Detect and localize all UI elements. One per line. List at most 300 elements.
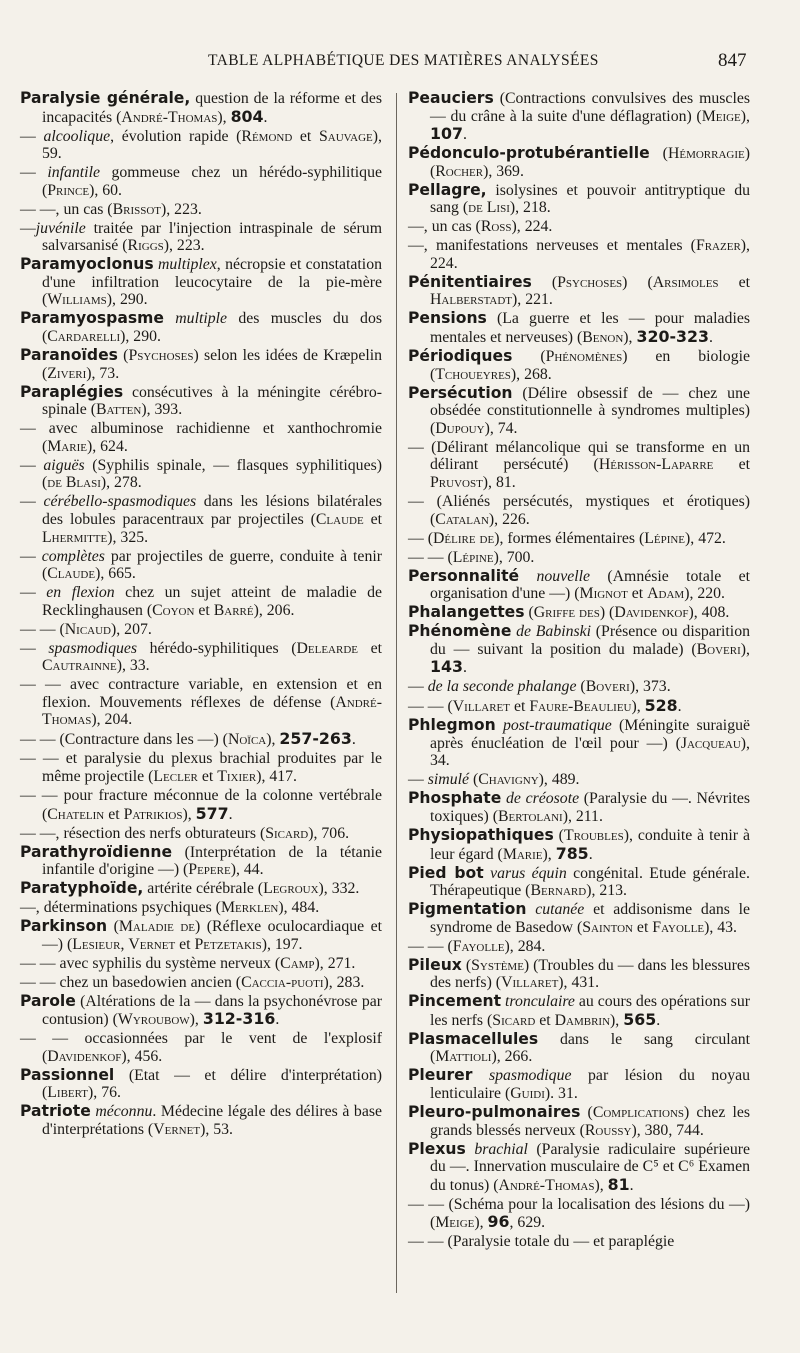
author-name: Ziveri: [47, 364, 87, 382]
entry-text: ), 456.: [121, 1047, 163, 1065]
entry-text: .: [228, 805, 233, 823]
index-entry: [20, 880, 382, 898]
author-name: Villaret: [501, 974, 559, 992]
author-name: Psychoses: [128, 347, 194, 365]
author-name: Batten: [95, 401, 142, 419]
author-name: Troubles: [563, 826, 624, 844]
entry-text: ), 284.: [504, 937, 546, 955]
entry-text: ), 431.: [558, 974, 600, 992]
index-entry: [20, 993, 382, 1029]
entry-heading: Peauciers: [408, 89, 494, 107]
entry-text: —: [408, 678, 428, 696]
author-name: Marie: [47, 437, 87, 455]
entry-qualifier: post-traumatique: [502, 717, 612, 735]
index-entry: [20, 584, 382, 619]
index-entry: [20, 201, 382, 219]
index-entry: [408, 623, 750, 677]
entry-text: ), 706.: [308, 824, 350, 842]
entry-text: ) (: [599, 604, 615, 622]
entry-text: (: [576, 678, 586, 696]
index-entry: [408, 790, 750, 825]
entry-text: ),: [740, 640, 750, 658]
page-number: 847: [718, 50, 747, 71]
entry-text: ), 226.: [488, 510, 530, 528]
author-name: Sauvage: [318, 127, 373, 145]
entry-text: ),: [610, 1011, 624, 1029]
entry-heading: Plasmacellules: [408, 1029, 539, 1048]
entry-heading: Pleuro-pulmonaires: [408, 1102, 581, 1121]
entry-text: et: [535, 1011, 555, 1029]
entry-text: ), 223.: [161, 200, 202, 218]
entry-text: ),: [266, 731, 280, 749]
author-name: Cautrainne: [42, 657, 117, 675]
entry-text: (: [580, 1103, 593, 1121]
entry-text: et: [358, 639, 382, 657]
entry-text: — avec albuminose rachidienne et xanthochromie (: [20, 420, 382, 455]
index-entry: [20, 918, 382, 953]
index-entry: [20, 787, 382, 823]
entry-text: [526, 901, 535, 918]
entry-text: et: [104, 805, 124, 823]
entry-text: .: [462, 659, 467, 677]
entry-text: ), 60.: [89, 181, 122, 199]
entry-heading: Paramyospasme: [20, 309, 164, 328]
entry-text: —: [20, 164, 48, 182]
entry-text: et addisonisme dans le syndrome de Basedow (: [430, 901, 751, 936]
index-entry: [20, 844, 382, 879]
author-name: Legroux: [263, 880, 319, 898]
column-divider: [396, 93, 397, 1293]
entry-text: chez un sujet atteint de maladie de Recklinghausen (: [42, 584, 382, 619]
author-name: Libert: [47, 1084, 89, 1102]
entry-qualifier: infantile: [47, 164, 100, 182]
entry-text: ), 213.: [586, 882, 628, 900]
entry-text: (: [461, 956, 472, 974]
index-entry: [20, 750, 382, 785]
entry-text: (Interprétation de la tétanie infantile d'origine —) (: [42, 843, 382, 879]
entry-heading: Pied bot: [408, 863, 484, 882]
entry-text: ), 268.: [510, 365, 552, 383]
entry-text: ), 266.: [491, 1048, 533, 1066]
entry-heading: Paranoïdes: [20, 346, 118, 365]
entry-text: —: [20, 639, 49, 657]
author-name: Faure-Beaulieu: [529, 698, 632, 716]
author-name: Vernet: [128, 935, 176, 953]
entry-text: ), 44.: [230, 861, 264, 879]
entry-text: ,: [120, 935, 129, 953]
entry-text: dans le sang circulant (: [430, 1030, 750, 1066]
entry-heading: Physiopathiques: [408, 825, 554, 844]
entry-heading: Passionnel: [20, 1065, 115, 1084]
entry-qualifier: en flexion: [46, 584, 115, 602]
entry-heading: Pincement: [408, 992, 502, 1011]
entry-text: ). 31.: [544, 1085, 578, 1102]
entry-text: ), 373.: [629, 678, 671, 696]
entry-text: [472, 1067, 489, 1084]
index-entry: [408, 385, 750, 438]
author-name: Caccia-puoti: [241, 973, 324, 991]
entry-text: — (Aliénés persécutés, mystiques et érotiques) (: [408, 492, 750, 528]
author-name: Complications: [592, 1103, 685, 1121]
author-name: Chavigny: [478, 771, 539, 789]
entry-text: — — (Schéma pour la localisation des lésions du —) (: [408, 1195, 750, 1232]
entry-text: .: [275, 1011, 280, 1029]
entry-text: ), 53.: [200, 1120, 233, 1138]
index-entry: [20, 640, 382, 675]
index-entry: [408, 678, 750, 696]
entry-heading: Pileux: [408, 955, 462, 974]
author-name: Délire de: [433, 529, 495, 547]
index-entry: [408, 310, 750, 346]
author-name: Fayolle: [652, 918, 705, 936]
index-entry: [20, 457, 382, 492]
entry-text: ), 76.: [88, 1084, 121, 1102]
entry-qualifier: multiple: [175, 310, 228, 328]
entry-text: ), 73.: [86, 364, 120, 382]
entry-text: —, un cas (: [408, 218, 481, 236]
page-reference: 143: [430, 657, 463, 677]
entry-text: (Présence ou disparition du — suivant la position du malade) (: [430, 623, 750, 658]
entry-text: et: [718, 273, 750, 291]
entry-text: [519, 568, 536, 585]
entry-text: — — occasionnées par le vent de l'explosif (: [20, 1030, 382, 1065]
entry-text: ), 33.: [116, 657, 150, 675]
entry-text: au cours des opérations sur les nerfs (: [430, 993, 750, 1029]
entry-heading: Phlegmon: [408, 716, 496, 735]
index-entry: [408, 274, 750, 309]
entry-text: ), 34.: [430, 734, 750, 770]
index-entry: [408, 530, 750, 548]
index-entry: [20, 220, 382, 255]
author-name: Adam: [647, 585, 685, 603]
index-entry: [408, 901, 750, 936]
entry-text: —: [20, 584, 47, 602]
entry-text: .: [462, 126, 467, 144]
page-reference: 312-316: [202, 1009, 276, 1029]
entry-text: , 629.: [509, 1214, 546, 1232]
author-name: Williams: [47, 291, 107, 309]
index-entry: [408, 1233, 750, 1251]
author-name: Davidenkof: [614, 604, 689, 622]
author-name: Catalan: [435, 510, 489, 528]
entry-heading: Périodiques: [408, 347, 513, 366]
author-name: Fayolle: [452, 937, 505, 955]
entry-text: ), 325.: [107, 528, 149, 546]
entry-text: —, déterminations psychiques (: [20, 899, 221, 917]
entry-heading: Pédonculo-protubérantielle: [408, 144, 650, 163]
entry-text: (: [107, 918, 119, 936]
running-title: TABLE ALPHABÉTIQUE DES MATIÈRES ANALYSÉES: [208, 52, 599, 69]
entry-text: dans les lésions bilatérales des lobules paracentraux par projectiles (: [42, 493, 383, 528]
index-entry: [20, 128, 382, 163]
index-entry: [20, 1103, 382, 1138]
author-name: Lhermitte: [42, 528, 108, 546]
entry-text: —: [20, 547, 42, 565]
page-reference: 565: [623, 1009, 657, 1029]
entry-heading: Parole: [20, 991, 76, 1010]
author-name: Noïca: [227, 731, 267, 749]
page-reference: 107: [430, 124, 463, 144]
entry-qualifier: cérébello-spasmodiques: [43, 493, 197, 511]
author-name: Camp: [280, 954, 315, 972]
index-entry: [408, 1067, 750, 1102]
entry-text: — — (: [20, 620, 65, 638]
index-entry: [20, 164, 382, 199]
index-entry: [20, 676, 382, 729]
entry-text: par projectiles de guerre, conduite à tenir (: [42, 547, 382, 583]
entry-text: et: [363, 510, 382, 528]
index-entry: [408, 549, 750, 567]
entry-text: ),: [182, 805, 196, 823]
entry-qualifier: de Babinski: [516, 623, 592, 641]
index-entry: [408, 237, 750, 272]
entry-text: ), 700.: [493, 548, 535, 566]
entry-text: et: [175, 935, 195, 953]
entry-text: ), 393.: [141, 401, 183, 419]
entry-text: ), 43.: [704, 918, 737, 936]
entry-text: (La guerre et les — pour maladies mentales et nerveuses) (: [430, 310, 750, 347]
author-name: Riggs: [127, 237, 164, 255]
entry-text: .: [263, 108, 268, 126]
index-entry: [20, 899, 382, 917]
entry-text: ), 218.: [509, 199, 551, 217]
author-name: Meige: [435, 1214, 475, 1232]
right-column: [408, 90, 750, 1252]
author-name: Nicaud: [64, 620, 112, 638]
author-name: Benon: [582, 329, 624, 347]
author-name: Boveri: [696, 640, 741, 658]
author-name: André-Thomas: [121, 108, 218, 126]
entry-text: et: [194, 601, 214, 619]
entry-text: ) selon les idées de Kræpelin (: [42, 347, 383, 382]
entry-text: —, manifestations nerveuses et mentales (: [408, 237, 696, 255]
entry-text: .: [708, 329, 713, 347]
author-name: Roussy: [584, 1121, 632, 1139]
author-name: Lesieur: [72, 935, 121, 953]
index-entry: [408, 697, 750, 716]
index-entry: [408, 938, 750, 956]
entry-text: (: [469, 771, 479, 789]
entry-text: ), 211.: [562, 807, 603, 825]
entry-text: (Etat — et délire d'interprétation) (: [42, 1066, 382, 1102]
entry-text: ), 74.: [484, 419, 518, 437]
author-name: Patrikios: [123, 805, 183, 823]
author-name: Rocher: [435, 162, 484, 180]
index-entry: [20, 347, 382, 382]
entry-text: ),: [474, 1214, 488, 1232]
entry-text: ), 224.: [430, 237, 750, 272]
author-name: Bertolani: [498, 807, 563, 825]
author-name: Lépine: [452, 548, 494, 566]
entry-text: ), 204.: [91, 711, 133, 729]
author-name: Dambrin: [554, 1011, 611, 1029]
author-name: Meige: [701, 107, 741, 125]
entry-text: (: [649, 145, 668, 163]
entry-text: [496, 717, 503, 734]
entry-text: ), 489.: [538, 771, 580, 789]
entry-text: — — et paralysie du plexus brachial produites par le même projectile (: [20, 750, 382, 785]
page-reference: 528: [644, 696, 678, 716]
author-name: Petzetakis: [194, 935, 262, 953]
entry-text: — — (: [408, 698, 453, 716]
entry-text: —: [20, 219, 36, 237]
entry-text: (Syphilis spinale, — flasques syphilitiques) (: [42, 456, 382, 492]
entry-text: — (: [408, 529, 434, 547]
entry-qualifier: spasmodiques: [48, 639, 138, 657]
author-name: Rémond: [241, 127, 293, 145]
index-entry: [408, 145, 750, 180]
index-entry: [408, 957, 750, 992]
entry-text: ), 472.: [685, 529, 726, 547]
entry-text: isolysines et pouvoir antitryptique du sang (: [430, 181, 750, 217]
index-entry: [20, 1067, 382, 1102]
entry-text: gommeuse chez un hérédo-syphilitique (: [42, 164, 382, 199]
index-entry: [408, 827, 750, 863]
entry-text: .: [629, 1176, 634, 1194]
author-name: Hémorragie: [667, 145, 745, 163]
entry-text: — —, un cas (: [20, 200, 113, 218]
entry-heading: Pensions: [408, 309, 487, 328]
entry-text: ), 369.: [483, 162, 524, 180]
index-entry: [20, 90, 382, 126]
author-name: Claude: [315, 510, 364, 528]
entry-text: ), 484.: [278, 899, 320, 917]
entry-heading: Phalangettes: [408, 603, 525, 622]
entry-qualifier: complètes: [41, 547, 105, 565]
entry-text: (Amnésie totale et organisation d'une —) (: [430, 567, 750, 603]
author-name: Hérisson-Laparre: [598, 456, 714, 474]
index-entry: [408, 771, 750, 789]
entry-text: .: [588, 845, 593, 863]
author-name: Système: [471, 956, 524, 974]
entry-text: ), 221.: [512, 291, 553, 309]
index-entry: [408, 717, 750, 770]
index-entry: [20, 621, 382, 639]
entry-text: ), 290.: [120, 328, 161, 346]
page-reference: 257-263: [279, 729, 352, 749]
entry-text: ), 332.: [318, 880, 360, 898]
entry-text: ), 417.: [256, 768, 297, 785]
entry-text: ),: [631, 698, 645, 716]
entry-text: — —, résection des nerfs obturateurs (: [20, 824, 266, 842]
entry-text: et: [197, 768, 218, 785]
entry-heading: Paralysie générale,: [20, 89, 191, 107]
entry-heading: Plexus: [408, 1139, 466, 1158]
entry-text: (Délire obsessif de — chez une obsédée constitutionnelle à syndromes multiples) (: [430, 384, 750, 437]
entry-text: congénital. Etude générale. Thérapeutique (: [430, 864, 750, 900]
author-name: Maladie de: [118, 918, 196, 936]
index-entry: [20, 256, 382, 309]
index-entry: [408, 218, 750, 236]
index-entry: [408, 1104, 750, 1139]
index-entry: [20, 548, 382, 583]
entry-qualifier: simulé: [427, 771, 469, 789]
entry-heading: Paraplégies: [20, 382, 124, 401]
entry-text: — — pour fracture méconnue de la colonne vertébrale (: [20, 786, 382, 823]
author-name: Lépine: [644, 529, 686, 547]
index-entry: [20, 493, 382, 546]
entry-text: et: [632, 918, 653, 936]
author-name: Griffe des: [533, 604, 600, 622]
entry-text: ), 206.: [253, 601, 295, 619]
entry-qualifier: de la seconde phalange: [427, 678, 577, 696]
entry-text: .: [351, 731, 356, 749]
entry-text: —: [20, 456, 44, 474]
author-name: Frazer: [695, 237, 741, 255]
entry-text: ), 224.: [511, 218, 553, 236]
entry-text: ),: [217, 108, 231, 126]
index-entry: [408, 90, 750, 144]
author-name: Psychoses: [557, 273, 623, 291]
entry-text: ) en biologie (: [430, 348, 750, 383]
entry-text: hérédo-syphilitiques (: [137, 639, 297, 657]
entry-text: ), 207.: [111, 620, 152, 638]
entry-text: — — (: [408, 548, 453, 566]
entry-text: ),: [542, 845, 556, 863]
entry-qualifier: aiguës: [43, 456, 85, 474]
entry-text: ),: [594, 1176, 608, 1194]
entry-text: , évolution rapide (: [110, 127, 242, 145]
entry-text: ) (: [622, 273, 653, 291]
entry-text: —: [408, 771, 428, 789]
entry-text: — — avec contracture variable, en extension et en flexion. Mouvements réflexes de défense (: [20, 676, 382, 711]
entry-heading: Persécution: [408, 383, 513, 402]
author-name: Chatelin: [47, 805, 105, 823]
author-name: Tchoueyres: [435, 365, 511, 383]
entry-text: — — (Contracture dans les —) (: [20, 731, 228, 749]
index-entry: [408, 348, 750, 383]
entry-text: .: [656, 1011, 661, 1029]
entry-text: ), 380, 744.: [631, 1121, 704, 1139]
entry-text: ), 408.: [688, 604, 730, 622]
entry-text: ),: [740, 107, 750, 125]
entry-text: ) (Troubles du — dans les blessures des nerfs) (: [430, 956, 750, 992]
entry-heading: Paratyphoïde,: [20, 879, 144, 898]
entry-text: traitée par l'injection intraspinale de sérum salvarsanisé (: [42, 219, 382, 255]
entry-text: ), 278.: [100, 474, 142, 492]
entry-text: ), 59.: [42, 127, 382, 163]
entry-text: (Paralysie radiculaire supérieure du —. Innervation musculaire de C⁵ et C⁶ Examen du tonus) (: [430, 1140, 750, 1194]
author-name: Cardarelli: [47, 328, 121, 346]
entry-qualifier: multiplex: [158, 256, 217, 274]
entry-qualifier: varus équin: [490, 864, 567, 882]
entry-text: ), 665.: [95, 565, 136, 583]
entry-text: ) (: [430, 145, 750, 180]
index-entry: [408, 865, 750, 900]
index-entry: [408, 604, 750, 622]
author-name: Merklen: [220, 899, 279, 917]
author-name: Davidenkof: [47, 1047, 122, 1065]
entry-heading: Phénomène: [408, 622, 512, 641]
author-name: Barré: [213, 601, 254, 619]
entry-text: (Paralysie du —. Névrites toxiques) (: [430, 790, 750, 825]
entry-text: (Altérations de la — dans la psychonévrose par contusion) (: [42, 992, 382, 1029]
entry-text: ), 283.: [323, 973, 365, 991]
author-name: Vernet: [153, 1120, 201, 1138]
index-entry: [408, 1196, 750, 1232]
author-name: Sicard: [492, 1011, 536, 1029]
entry-text: ), 223.: [163, 237, 205, 255]
entry-heading: Pellagre,: [408, 180, 487, 199]
author-name: Wyroubow: [117, 1011, 190, 1029]
entry-text: ),: [623, 329, 637, 347]
author-name: Guidi: [510, 1085, 545, 1102]
entry-text: .: [677, 698, 682, 716]
author-name: de Blasi: [47, 474, 101, 492]
entry-text: —: [20, 127, 44, 145]
entry-text: [164, 310, 175, 327]
entry-heading: Phosphate: [408, 789, 502, 808]
